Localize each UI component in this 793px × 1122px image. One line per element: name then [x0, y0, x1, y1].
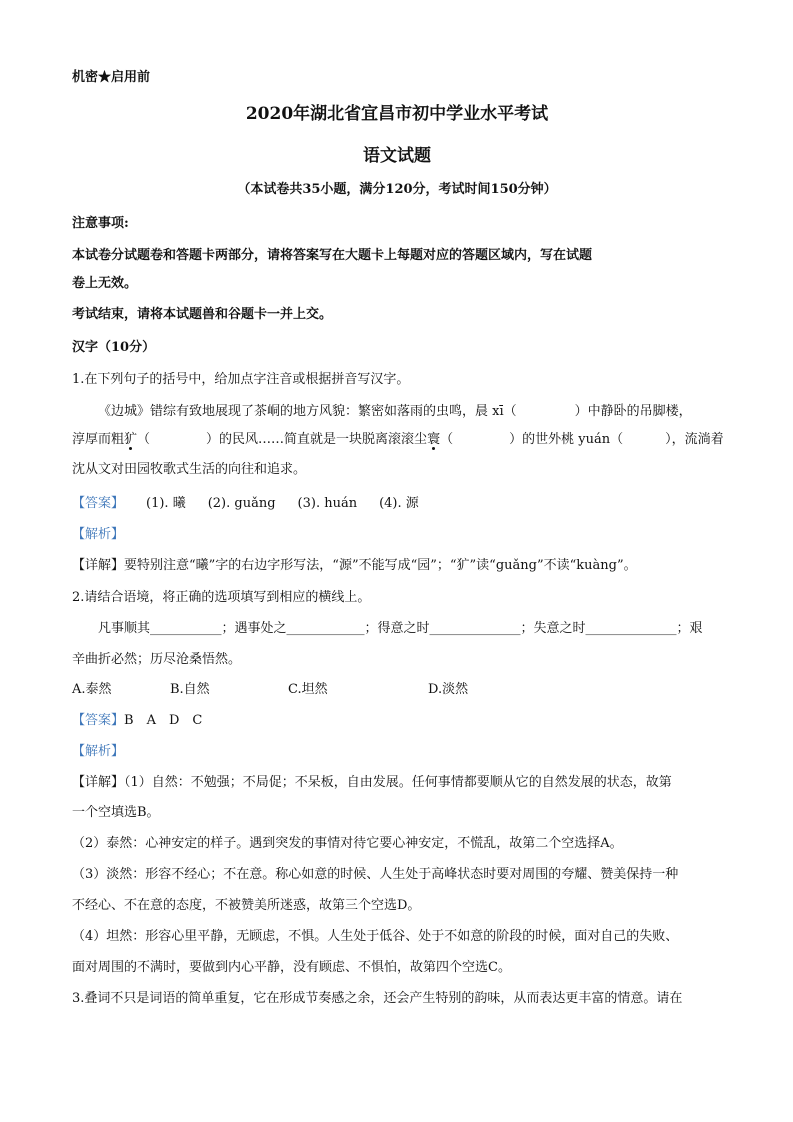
answer-value: B A D C: [124, 713, 203, 728]
q1-detail: 【详解】要特别注意“曦”字的右边字形写法，“源”不能写成“园”；“犷”读“guǎng”不读“kuàng”。: [72, 558, 637, 573]
q2-detail-7: 面对周围的不满时，要做到内心平静，没有顾虑、不惧怕，故第四个空选C。: [72, 960, 511, 975]
q1-passage-text: ）的民风……简直就是一块脱离滚滚尘: [206, 432, 428, 447]
option-c: C.坦然: [288, 682, 328, 697]
q2-detail-4: （3）淡然：形容不经心；不在意。称心如意的时候、人生处于高峰状态时要对周围的夸耀、赞美保持一种: [72, 867, 679, 882]
notice-line-3: 考试结束，请将本试题兽和谷题卡一并上交。: [72, 307, 333, 322]
notice-line-1: 本试卷分试题卷和答题卡两部分，请将答案写在大题卡上每题对应的答题区域内，写在试题: [72, 248, 593, 263]
q2-passage-line-1: 凡事顺其___________；遇事处之____________；得意之时______________；失意之时______________；艰: [98, 621, 703, 636]
q2-detail-6: （4）坦然：形容心里平静，无顾虑，不惧。人生处于低谷、处于不如意的阶段的时候，面对自己的失败、: [72, 929, 679, 944]
q2-options: [72, 680, 468, 700]
section-heading: 汉字（10分）: [72, 340, 156, 355]
notice-line-2: 卷上无效。: [72, 276, 138, 291]
dotted-char: 犷: [124, 432, 138, 447]
answer-item: (2). guǎng: [207, 496, 276, 511]
q2-passage-line-2: 辛曲折必然；历尽沧桑悟然。: [72, 652, 242, 667]
secret-mark: 机密★启用前: [72, 70, 151, 85]
q1-passage-text: （: [137, 432, 151, 447]
exam-subtitle: 语文试题: [363, 146, 431, 166]
answer-label: 【答案】: [72, 713, 125, 728]
answer-item: (1). 曦: [146, 496, 186, 511]
analysis-label: 【解析】: [72, 527, 125, 542]
q1-stem: 1.在下列句子的括号中，给加点字注音或根据拼音写汉字。: [72, 372, 410, 387]
q2-detail-5: 不经心、不在意的态度，不被赞美所迷惑，故第三个空选D。: [72, 898, 421, 913]
q2-detail-2: 一个空填选B。: [72, 805, 160, 820]
q1-passage-text: （: [440, 432, 454, 447]
q1-passage-text: 淳厚而粗: [72, 432, 125, 447]
q1-passage-line-1: [98, 402, 692, 422]
q1-passage-line-2: [72, 430, 724, 450]
dotted-char: 寰: [427, 432, 441, 447]
notice-heading: 注意事项:: [72, 216, 129, 231]
answer-label: 【答案】: [72, 496, 125, 511]
analysis-label: 【解析】: [72, 744, 125, 759]
q1-passage-text: 《边城》错综有致地展现了茶峒的地方风貌：繁密如落雨的虫鸣，晨 xī（: [98, 404, 517, 419]
option-b: B.自然: [170, 682, 210, 697]
answer-item: (4). 源: [379, 496, 419, 511]
option-d: D.淡然: [428, 682, 469, 697]
q2-stem: 2.请结合语境，将正确的选项填写到相应的横线上。: [72, 590, 371, 605]
exam-info: （本试卷共35小题，满分120分，考试时间150分钟）: [237, 182, 557, 197]
q3-stem: 3.叠词不只是词语的简单重复，它在形成节奏感之余，还会产生特别的韵味，从而表达更丰富的情意。请在: [72, 991, 683, 1006]
q1-passage-text: ）的世外桃 yuán（: [509, 432, 624, 447]
q1-passage-text: ），流淌着: [665, 432, 724, 447]
exam-title: 2020年湖北省宜昌市初中学业水平考试: [245, 104, 549, 124]
q2-detail-1: 【详解】（1）自然：不勉强；不局促；不呆板，自由发展。任何事情都要顺从它的自然发展的状态，故第: [72, 775, 672, 790]
q1-passage-text: ）中静卧的吊脚楼，: [574, 404, 692, 419]
q1-answer-row: [72, 494, 419, 514]
option-a: A.泰然: [72, 682, 112, 697]
q2-answer-row: [72, 711, 202, 731]
q1-passage-line-3: 沈从文对田园牧歌式生活的向往和追求。: [72, 462, 307, 477]
q2-detail-3: （2）泰然：心神安定的样子。遇到突发的事情对待它要心神安定，不慌乱，故第二个空选择A。: [72, 836, 623, 851]
answer-item: (3). huán: [297, 496, 358, 511]
